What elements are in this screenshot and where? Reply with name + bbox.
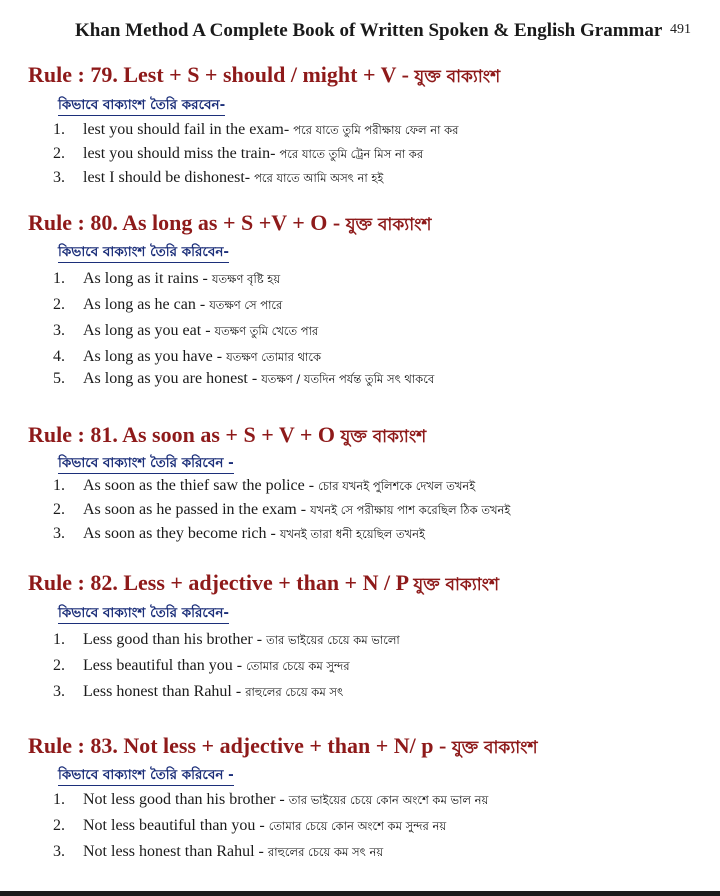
item-english: Not less good than his brother - <box>83 791 289 808</box>
bottom-divider <box>0 891 720 896</box>
rule-80-how-to: কিভাবে বাক্যাংশ তৈরি করিবেন- <box>58 243 229 263</box>
item-bengali: যতক্ষণ বৃষ্টি হয় <box>211 272 281 286</box>
item-bengali: পরে যাতে তুমি ট্রেন মিস না কর <box>279 147 424 161</box>
item-english: Less good than his brother - <box>83 631 267 648</box>
item-bengali: রাহুলের চেয়ে কম সৎ <box>245 685 344 699</box>
list-item <box>53 295 282 315</box>
item-number: 1. <box>53 121 65 138</box>
rule-83-title <box>28 733 538 763</box>
list-item <box>53 369 434 389</box>
item-number: 3. <box>53 525 65 542</box>
book-title: Khan Method A Complete Book of Written Spoken & English Grammar <box>75 20 663 41</box>
item-english: lest you should fail in the exam- <box>83 121 294 138</box>
item-number: 1. <box>53 631 65 648</box>
item-bengali: তোমার চেয়ে কম সুন্দর <box>246 659 350 673</box>
item-bengali: তোমার চেয়ে কোন অংশে কম সুন্দর নয় <box>268 819 447 833</box>
list-item <box>53 321 318 341</box>
rule-80-title <box>28 210 432 240</box>
item-bengali: রাহুলের চেয়ে কম সৎ নয় <box>267 845 384 859</box>
item-bengali: যখনই তারা ধনী হয়েছিল তখনই <box>279 527 426 541</box>
item-bengali: তার ভাইয়ের চেয়ে কম ভালো <box>266 633 400 647</box>
list-item <box>53 168 383 188</box>
item-english: As long as you are honest - <box>83 370 262 387</box>
item-number: 2. <box>53 296 65 313</box>
list-item <box>53 630 400 650</box>
item-bengali: যতক্ষণ তোমার থাকে <box>226 350 322 364</box>
list-item <box>53 120 458 140</box>
rule-title-bn: যুক্ত বাক্যাংশ <box>413 575 500 595</box>
rule-83-how-to: কিভাবে বাক্যাংশ তৈরি করিবেন - <box>58 766 234 786</box>
list-item <box>53 682 343 702</box>
rule-title-en: Rule : 83. Not less + adjective + than + N/ p - <box>28 733 452 758</box>
list-item <box>53 656 350 676</box>
item-number: 1. <box>53 791 65 808</box>
list-item <box>53 269 280 289</box>
rule-title-bn: যুক্ত বাক্যাংশ <box>340 427 427 447</box>
rule-81-title <box>28 422 426 452</box>
item-number: 3. <box>53 843 65 860</box>
list-item <box>53 842 383 862</box>
list-item <box>53 816 446 836</box>
list-item <box>53 500 510 520</box>
item-english: As long as you eat - <box>83 322 215 339</box>
rule-title-en: Rule : 82. Less + adjective + than + N / P <box>28 570 414 595</box>
item-bengali: পরে যাতে তুমি পরীক্ষায় ফেল না কর <box>293 123 459 137</box>
item-number: 1. <box>53 477 65 494</box>
rule-82-how-to: কিভাবে বাক্যাংশ তৈরি করিবেন- <box>58 604 229 624</box>
rule-title-bn: যুক্ত বাক্যাংশ <box>414 67 501 87</box>
item-number: 3. <box>53 322 65 339</box>
item-number: 1. <box>53 270 65 287</box>
item-number: 3. <box>53 169 65 186</box>
item-number: 2. <box>53 817 65 834</box>
page-number: 491 <box>670 22 691 37</box>
list-item <box>53 790 488 810</box>
rule-79-title <box>28 62 500 92</box>
item-english: Not less honest than Rahul - <box>83 843 268 860</box>
rule-title-bn: যুক্ত বাক্যাংশ <box>345 215 432 235</box>
page-header <box>0 20 720 48</box>
rule-82-title <box>28 570 499 600</box>
item-english: As long as you have - <box>83 348 227 365</box>
rule-title-bn: যুক্ত বাক্যাংশ <box>451 738 538 758</box>
list-item <box>53 524 425 544</box>
item-english: As long as it rains - <box>83 270 212 287</box>
item-bengali: যখনই সে পরীক্ষায় পাশ করেছিল ঠিক তখনই <box>310 503 511 517</box>
item-english: Not less beautiful than you - <box>83 817 269 834</box>
rule-title-en: Rule : 80. As long as + S +V + O - <box>28 210 346 235</box>
item-bengali: তার ভাইয়ের চেয়ে কোন অংশে কম ভাল নয় <box>288 793 489 807</box>
item-english: lest you should miss the train- <box>83 145 280 162</box>
list-item <box>53 347 321 367</box>
rule-79-how-to: কিভাবে বাক্যাংশ তৈরি করবেন- <box>58 96 225 116</box>
list-item <box>53 476 475 496</box>
item-bengali: চোর যখনই পুলিশকে দেখল তখনই <box>318 479 476 493</box>
list-item <box>53 144 423 164</box>
rule-81-how-to: কিভাবে বাক্যাংশ তৈরি করিবেন - <box>58 454 234 474</box>
item-english: As soon as they become rich - <box>83 525 280 542</box>
item-english: As long as he can - <box>83 296 210 313</box>
item-english: Less honest than Rahul - <box>83 683 246 700</box>
item-english: As soon as the thief saw the police - <box>83 477 319 494</box>
rule-title-en: Rule : 79. Lest + S + should / might + V - <box>28 62 415 87</box>
item-number: 4. <box>53 348 65 365</box>
item-number: 2. <box>53 657 65 674</box>
item-number: 2. <box>53 501 65 518</box>
item-bengali: যতক্ষণ তুমি খেতে পার <box>214 324 319 338</box>
rule-title-en: Rule : 81. As soon as + S + V + O <box>28 422 341 447</box>
item-bengali: যতক্ষণ সে পারে <box>209 298 283 312</box>
item-number: 2. <box>53 145 65 162</box>
item-number: 5. <box>53 370 65 387</box>
item-bengali: পরে যাতে আমি অসৎ না হই <box>254 171 384 185</box>
item-number: 3. <box>53 683 65 700</box>
item-bengali: যতক্ষণ / যতদিন পর্যন্ত তুমি সৎ থাকবে <box>261 372 435 386</box>
item-english: lest I should be dishonest- <box>83 169 255 186</box>
item-english: As soon as he passed in the exam - <box>83 501 311 518</box>
item-english: Less beautiful than you - <box>83 657 247 674</box>
